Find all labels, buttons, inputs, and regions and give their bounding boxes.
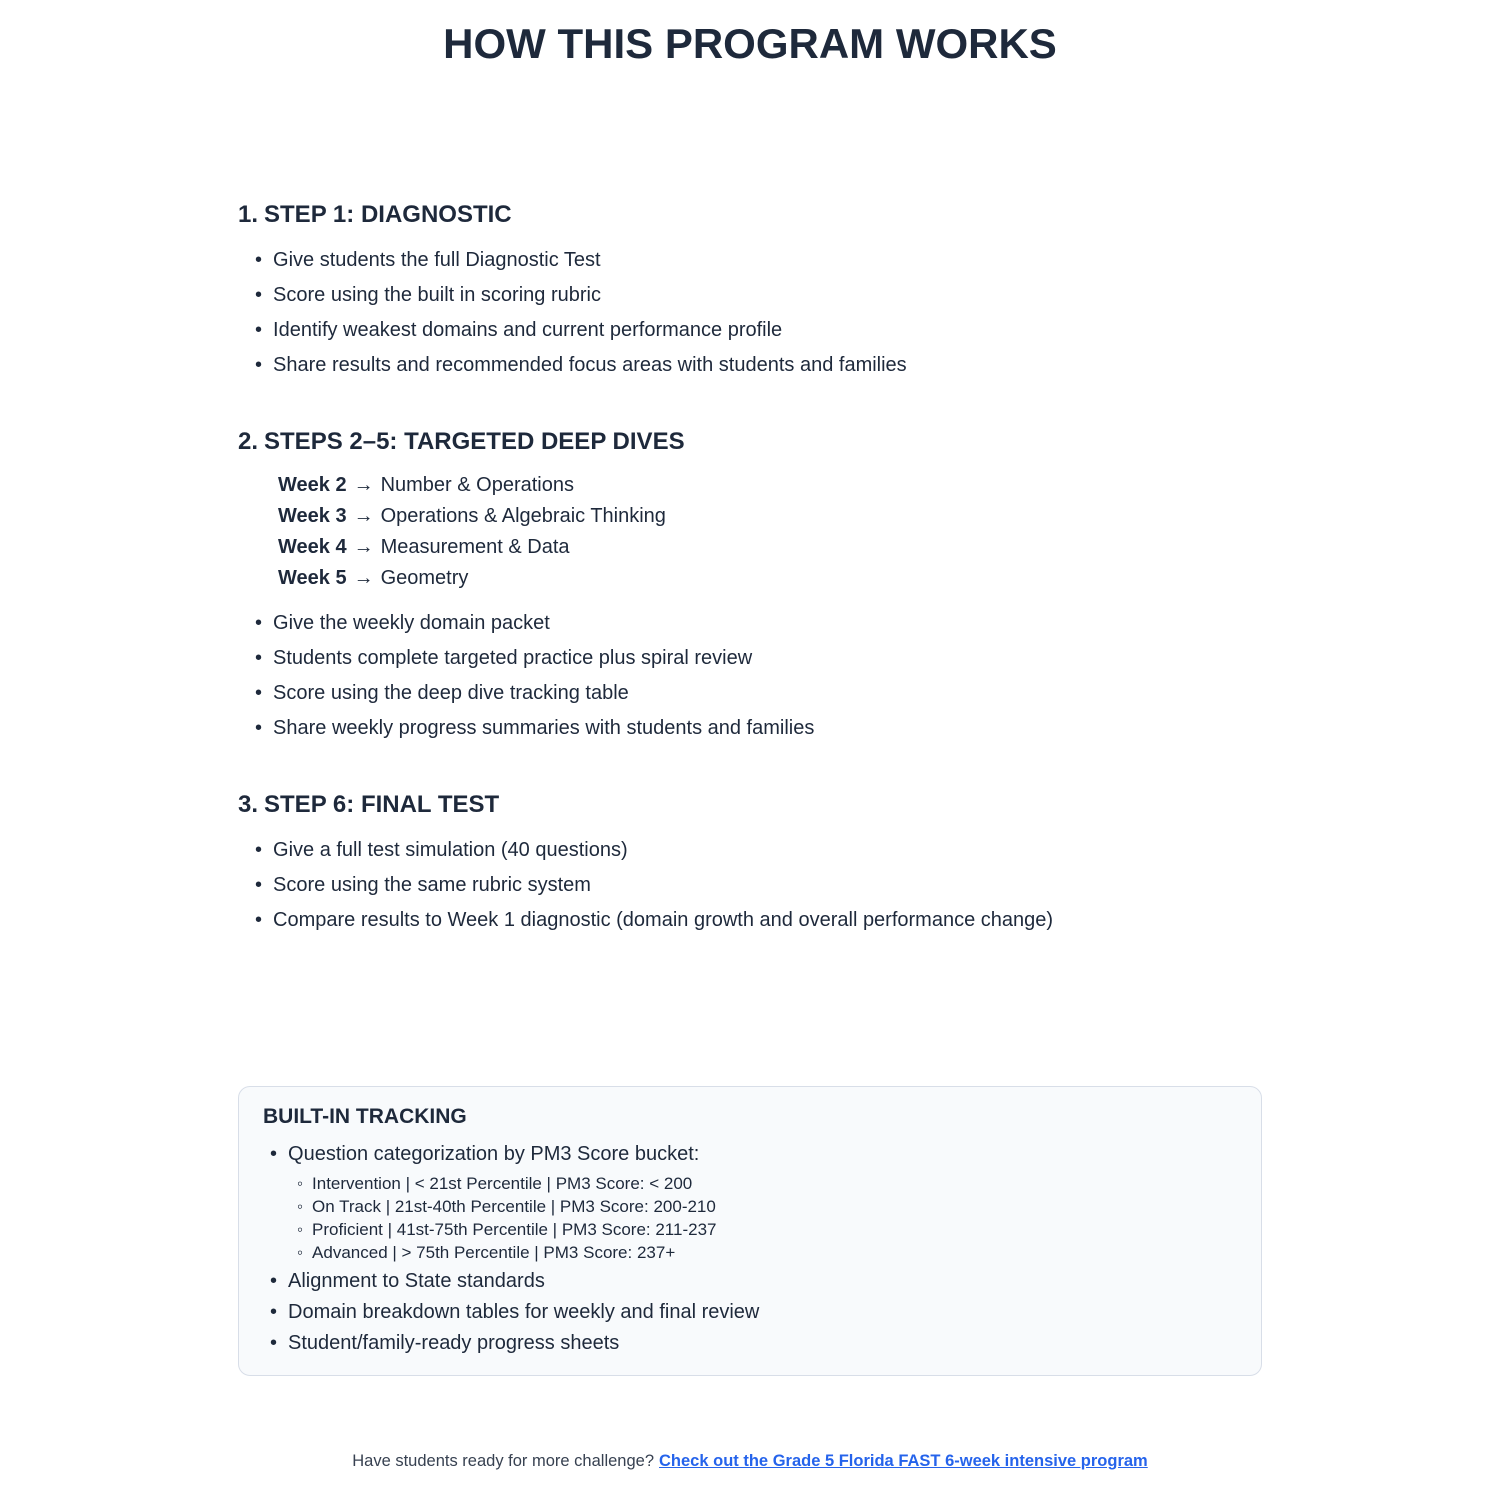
- list-item: [270, 1297, 1237, 1328]
- list-item: [255, 243, 1262, 278]
- main-content: [238, 201, 1262, 1376]
- bullet-marker: •: [255, 874, 263, 896]
- list-item: [297, 1172, 1237, 1195]
- section-steps-2-5-deep-dives: [238, 428, 1262, 746]
- week-topic: Measurement & Data: [380, 536, 570, 558]
- bullet-list: [238, 606, 1262, 746]
- list-item: [255, 676, 1262, 711]
- list-item: [297, 1218, 1237, 1241]
- right-arrow-icon: →: [353, 536, 374, 558]
- bullet-text: Alignment to State standards: [288, 1270, 545, 1292]
- list-item: [255, 313, 1262, 348]
- bullet-marker: •: [270, 1270, 278, 1292]
- sub-bullet-marker: ◦: [297, 1243, 304, 1262]
- bullet-text: Compare results to Week 1 diagnostic (domain growth and overall performance change): [273, 909, 1054, 931]
- week-label: Week 4: [278, 536, 347, 558]
- bullet-text: Identify weakest domains and current performance profile: [273, 319, 783, 341]
- week-label: Week 5: [278, 567, 347, 589]
- list-item: [255, 278, 1262, 313]
- sub-bullet-marker: ◦: [297, 1174, 304, 1193]
- bullet-list: [238, 243, 1262, 383]
- section-heading-text: STEP 1: DIAGNOSTIC: [264, 201, 512, 228]
- section-heading-text: STEP 6: FINAL TEST: [264, 791, 500, 818]
- bullet-text: Intervention | < 21st Percentile | PM3 Score: < 200: [312, 1174, 693, 1193]
- week-label: Week 3: [278, 505, 347, 527]
- bullet-list: [238, 833, 1262, 938]
- bullet-marker: •: [270, 1143, 278, 1165]
- bullet-marker: •: [255, 612, 263, 634]
- list-item: [255, 606, 1262, 641]
- bullet-marker: •: [255, 717, 263, 739]
- week-topic: Operations & Algebraic Thinking: [380, 505, 666, 527]
- section-number: 3.: [238, 791, 259, 818]
- bullet-text: Advanced | > 75th Percentile | PM3 Score: 237+: [312, 1243, 676, 1262]
- section-heading-text: STEPS 2–5: TARGETED DEEP DIVES: [264, 428, 685, 455]
- bullet-marker: •: [255, 647, 263, 669]
- section-heading: [238, 428, 1262, 456]
- list-item: [255, 641, 1262, 676]
- bullet-text: Score using the deep dive tracking table: [273, 682, 629, 704]
- bullet-text: Give students the full Diagnostic Test: [273, 249, 601, 271]
- list-item: [270, 1328, 1237, 1359]
- bullet-marker: •: [255, 354, 263, 376]
- bullet-marker: •: [255, 839, 263, 861]
- list-item: [297, 1195, 1237, 1218]
- footer-link[interactable]: Check out the Grade 5 Florida FAST 6-week intensive program: [659, 1452, 1148, 1470]
- bullet-marker: •: [255, 249, 263, 271]
- week-topic: Geometry: [380, 567, 469, 589]
- list-item: [255, 833, 1262, 868]
- week-schedule: [278, 470, 1262, 594]
- bullet-text: Proficient | 41st-75th Percentile | PM3 Score: 211-237: [312, 1220, 717, 1239]
- section-heading: [238, 791, 1262, 819]
- tracking-bullet-list: [263, 1139, 1237, 1359]
- page-title: HOW THIS PROGRAM WORKS: [443, 20, 1057, 67]
- score-bucket-list: [270, 1172, 1237, 1264]
- section-step-6-final-test: [238, 791, 1262, 938]
- bullet-marker: •: [270, 1301, 278, 1323]
- section-step-1-diagnostic: [238, 201, 1262, 383]
- right-arrow-icon: →: [353, 505, 374, 527]
- bullet-text: Question categorization by PM3 Score bucket:: [288, 1143, 700, 1165]
- bullet-text: Share weekly progress summaries with students and families: [273, 717, 815, 739]
- sub-bullet-marker: ◦: [297, 1220, 304, 1239]
- bullet-text: Give the weekly domain packet: [273, 612, 550, 634]
- section-number: 1.: [238, 201, 259, 228]
- bullet-text: Share results and recommended focus areas with students and families: [273, 354, 907, 376]
- sub-bullet-marker: ◦: [297, 1197, 304, 1216]
- bullet-text: Give a full test simulation (40 questions): [273, 839, 628, 861]
- bullet-marker: •: [255, 284, 263, 306]
- list-item: [297, 1241, 1237, 1264]
- bullet-text: On Track | 21st-40th Percentile | PM3 Score: 200-210: [312, 1197, 716, 1216]
- right-arrow-icon: →: [353, 474, 374, 496]
- week-label: Week 2: [278, 474, 347, 496]
- list-item: [255, 711, 1262, 746]
- list-item: [255, 903, 1262, 938]
- list-item: [255, 348, 1262, 383]
- week-line: [278, 532, 1262, 563]
- week-line: [278, 501, 1262, 532]
- footer-text: Have students ready for more challenge?: [352, 1452, 655, 1470]
- right-arrow-icon: →: [353, 567, 374, 589]
- bullet-text: Score using the built in scoring rubric: [273, 284, 601, 306]
- tracking-box-heading: BUILT-IN TRACKING: [263, 1105, 467, 1128]
- bullet-text: Score using the same rubric system: [273, 874, 591, 896]
- bullet-marker: •: [270, 1332, 278, 1354]
- list-item: [270, 1139, 1237, 1264]
- bullet-marker: •: [255, 909, 263, 931]
- footer: [0, 1452, 1500, 1471]
- week-line: [278, 470, 1262, 501]
- bullet-marker: •: [255, 319, 263, 341]
- list-item: [270, 1266, 1237, 1297]
- section-heading: [238, 201, 1262, 229]
- week-line: [278, 563, 1262, 594]
- section-number: 2.: [238, 428, 259, 455]
- bullet-text: Student/family-ready progress sheets: [288, 1332, 620, 1354]
- built-in-tracking-box: [238, 1086, 1262, 1376]
- bullet-marker: •: [255, 682, 263, 704]
- bullet-text: Domain breakdown tables for weekly and final review: [288, 1301, 760, 1323]
- list-item: [255, 868, 1262, 903]
- bullet-text: Students complete targeted practice plus spiral review: [273, 647, 753, 669]
- week-topic: Number & Operations: [380, 474, 574, 496]
